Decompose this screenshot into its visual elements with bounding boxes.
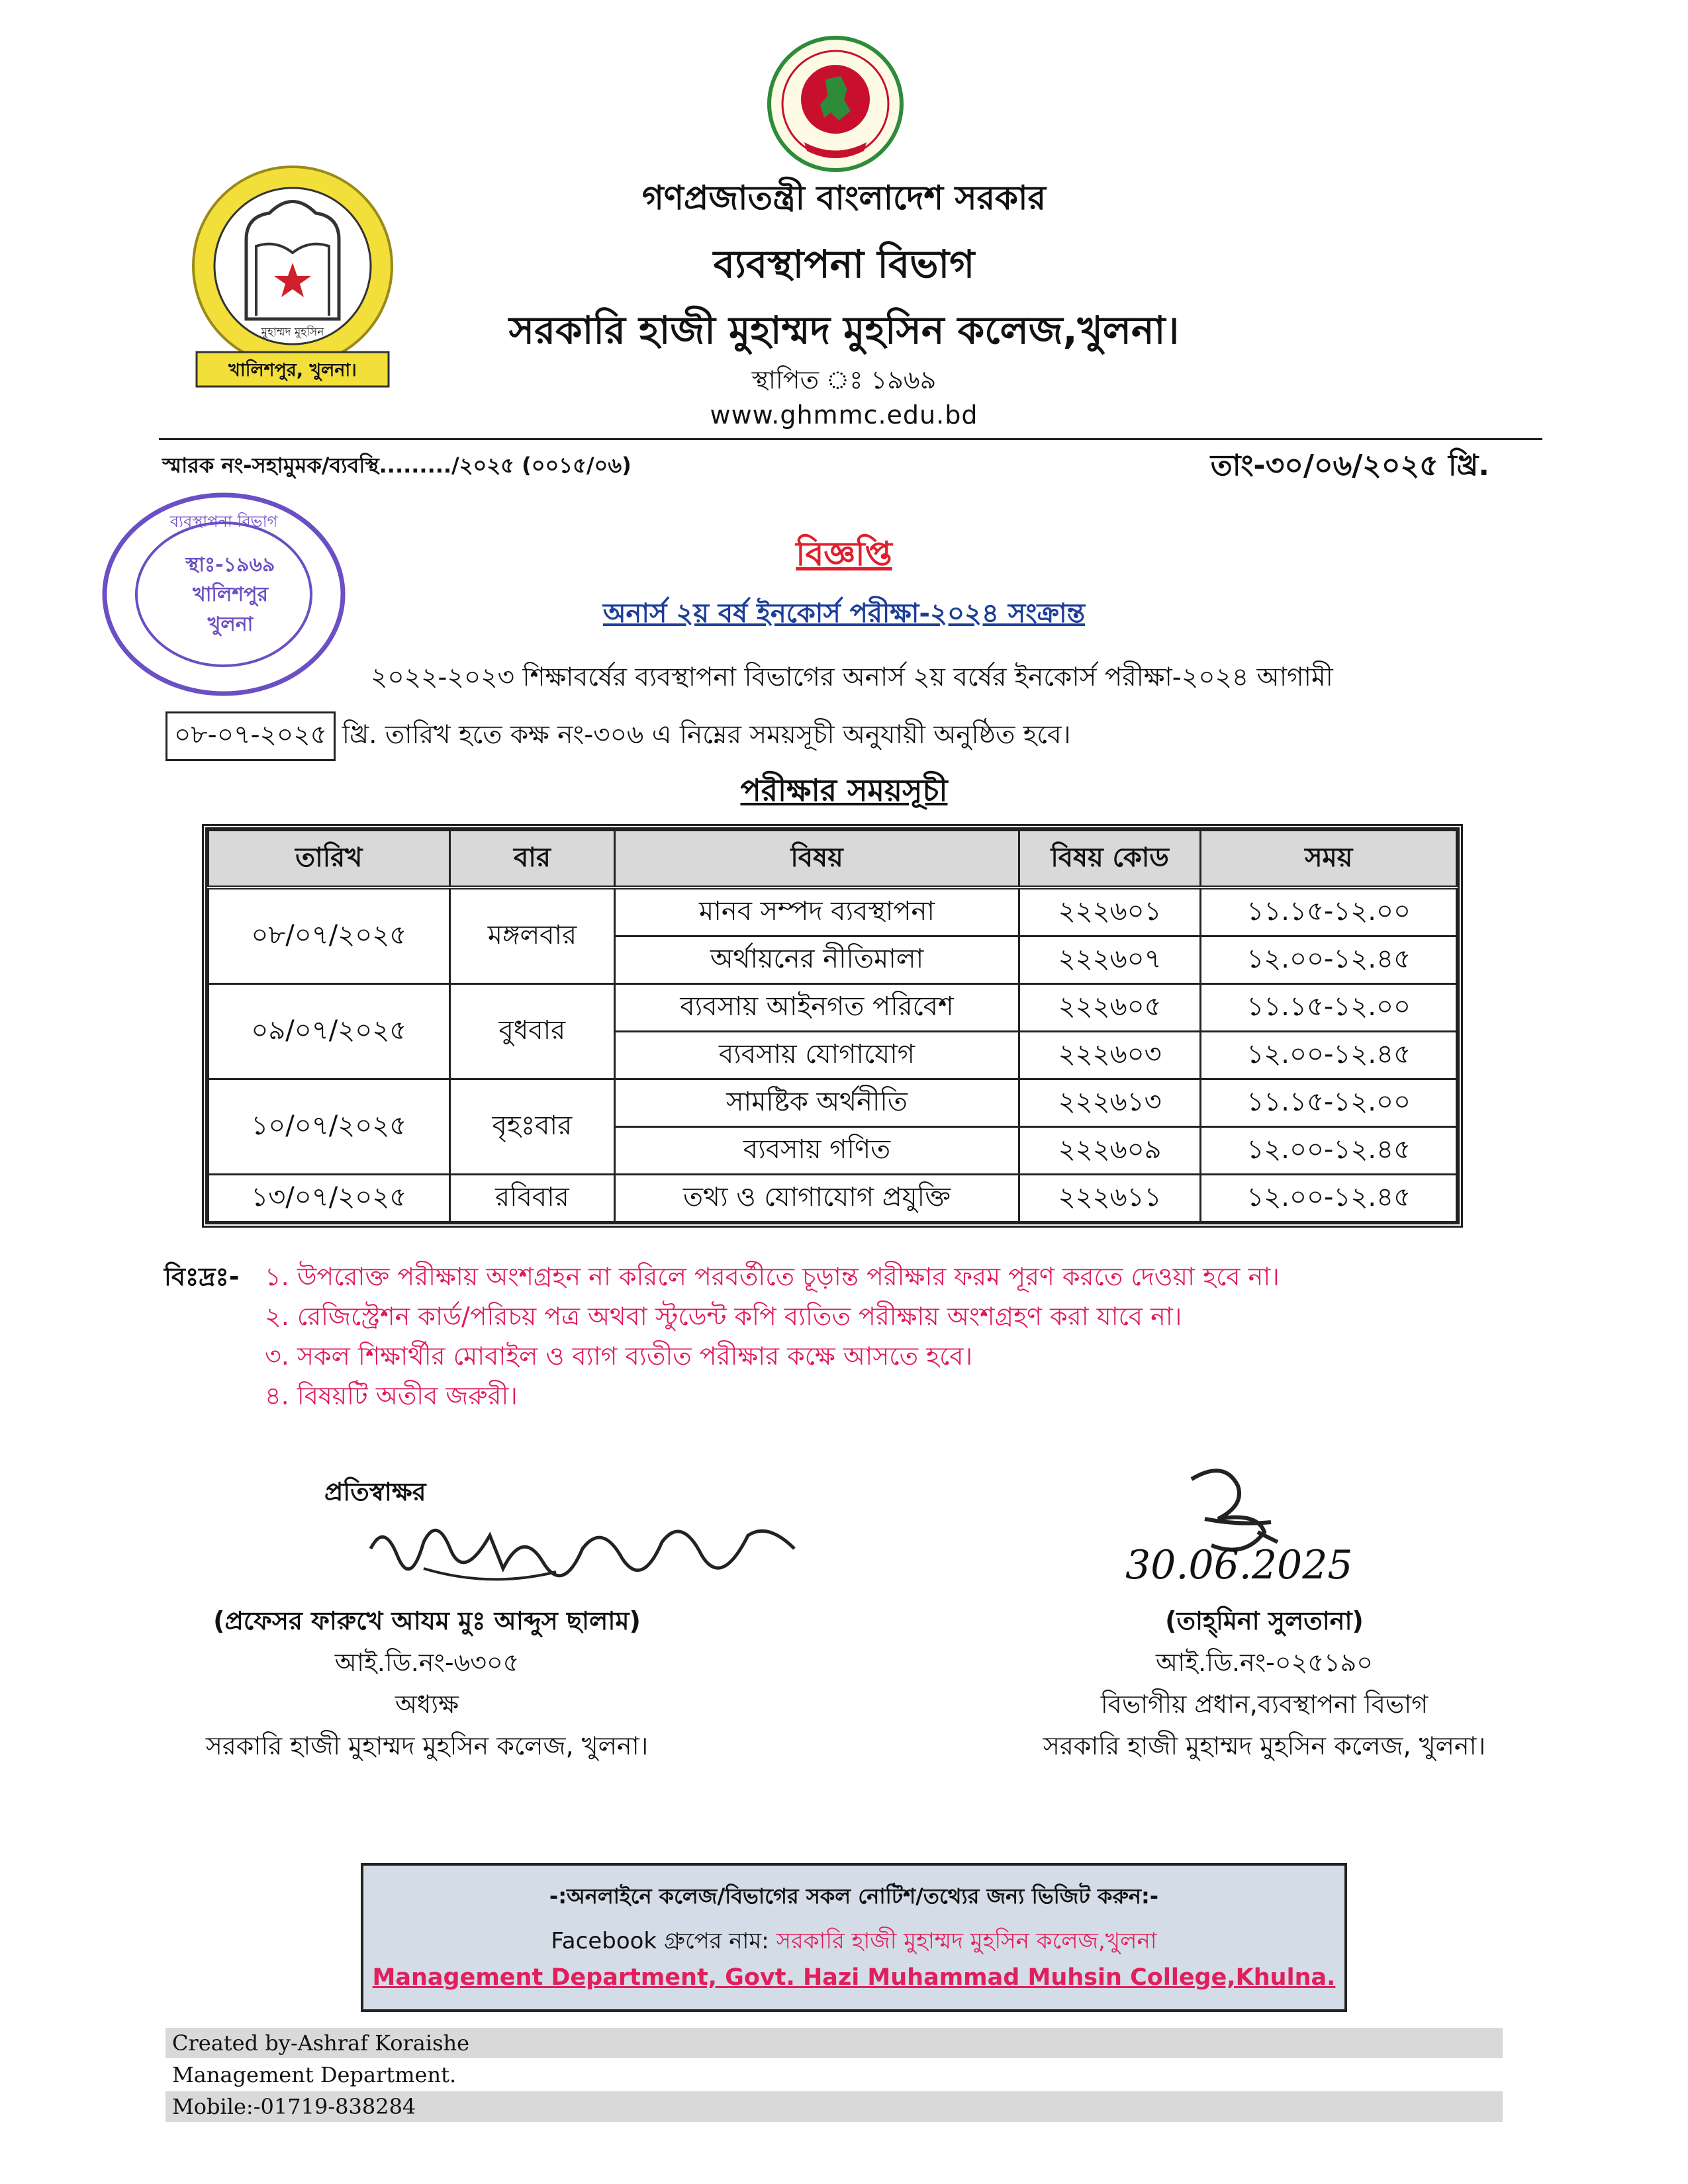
note-item: ২. রেজিস্ট্রেশন কার্ড/পরিচয় পত্র অথবা স্টুডেন্ট কপি ব্যতিত পরীক্ষায় অংশগ্রহণ করা যাবে না। xyxy=(265,1302,1182,1331)
stamp-line4: খুলনা xyxy=(207,613,254,636)
cell-time: ১১.১৫-১২.০০ xyxy=(1201,887,1457,936)
principal-org: সরকারি হাজী মুহাম্মদ মুহসিন কলেজ, খুলনা। xyxy=(205,1731,649,1760)
logo-location: খালিশপুর, খুলনা। xyxy=(228,360,357,381)
cell-code: ২২২৬০৩ xyxy=(1019,1032,1201,1079)
stamp-line1: ব্যবস্থাপনা বিভাগ xyxy=(169,512,278,531)
cell-code: ২২২৬০১ xyxy=(1019,887,1201,936)
college-title: সরকারি হাজী মুহাম্মদ মুহসিন কলেজ,খুলনা। xyxy=(508,308,1180,353)
government-title: গণপ্রজাতন্ত্রী বাংলাদেশ সরকার xyxy=(642,179,1046,217)
cell-subject: মানব সম্পদ ব্যবস্থাপনা xyxy=(615,887,1019,936)
footer-created-by: Created by-Ashraf Koraishe xyxy=(165,2028,1503,2058)
notice-paragraph-text: খ্রি. তারিখ হতে কক্ষ নং-৩০৬ এ নিম্নের সময়সূচী অনুযায়ী অনুষ্ঠিত হবে। xyxy=(342,720,1071,750)
stamp-line3: খালিশপুর xyxy=(193,583,268,606)
table-row xyxy=(209,1079,1457,1127)
established-year: স্থাপিত ঃ ১৯৬৯ xyxy=(751,365,937,394)
table-row xyxy=(209,887,1457,936)
principal-title: অধ্যক্ষ xyxy=(395,1690,459,1719)
footer-mobile: Mobile:-01719-838284 xyxy=(165,2091,1503,2122)
cell-subject: অর্থায়নের নীতিমালা xyxy=(615,936,1019,984)
department-title: ব্যবস্থাপনা বিভাগ xyxy=(713,242,975,287)
notice-title: বিজ্ঞপ্তি xyxy=(796,535,892,573)
cell-subject: তথ্য ও যোগাযোগ প্রযুক্তি xyxy=(615,1175,1019,1222)
cell-subject: সামষ্টিক অর্থনীতি xyxy=(615,1079,1019,1127)
table-row xyxy=(209,1175,1457,1222)
facebook-page-link[interactable]: Management Department, Govt. Hazi Muhammad Muhsin College,Khulna. xyxy=(372,1964,1336,1991)
header-date: তারিখ xyxy=(209,831,450,888)
note-item: ৪. বিষয়টি অতীব জরুরী। xyxy=(265,1381,518,1410)
footer-department: Management Department. xyxy=(172,2062,457,2087)
cell-time: ১২.০০-১২.৪৫ xyxy=(1201,1127,1457,1175)
facebook-group-name[interactable]: সরকারি হাজী মুহাম্মদ মুহসিন কলেজ,খুলনা xyxy=(776,1928,1157,1954)
cell-code: ২২২৬০৫ xyxy=(1019,984,1201,1032)
facebook-group-line xyxy=(361,1924,1347,1962)
start-date-box: ০৮-০৭-২০২৫ xyxy=(165,711,336,761)
header-time: সময় xyxy=(1201,831,1457,888)
cell-day: রবিবার xyxy=(449,1175,615,1222)
table-header-row xyxy=(209,831,1457,888)
header-divider xyxy=(159,438,1542,440)
cell-time: ১১.১৫-১২.০০ xyxy=(1201,1079,1457,1127)
notice-paragraph-line2 xyxy=(165,711,1071,761)
cell-time: ১২.০০-১২.৪৫ xyxy=(1201,1032,1457,1079)
cell-code: ২২২৬১৩ xyxy=(1019,1079,1201,1127)
cell-time: ১১.১৫-১২.০০ xyxy=(1201,984,1457,1032)
principal-id: আই.ডি.নং-৬৩০৫ xyxy=(334,1648,520,1677)
cell-code: ২২২৬০৯ xyxy=(1019,1127,1201,1175)
head-org: সরকারি হাজী মুহাম্মদ মুহসিন কলেজ, খুলনা। xyxy=(1043,1731,1486,1760)
government-seal-icon xyxy=(765,33,907,175)
stamp-line2: স্থাঃ-১৯৬৯ xyxy=(185,553,275,576)
notice-date: তাং-৩০/০৬/২০২৫ খ্রি. xyxy=(1210,449,1489,482)
table-row xyxy=(209,984,1457,1032)
schedule-title: পরীক্ষার সময়সূচী xyxy=(740,772,948,808)
header-day: বার xyxy=(449,831,615,888)
head-title: বিভাগীয় প্রধান,ব্যবস্থাপনা বিভাগ xyxy=(1100,1690,1429,1719)
note-item: ৩. সকল শিক্ষার্থীর মোবাইল ও ব্যাগ ব্যতীত পরীক্ষার কক্ষে আসতে হবে। xyxy=(265,1342,973,1371)
header-code: বিষয় কোড xyxy=(1019,831,1201,888)
cell-time: ১২.০০-১২.৪৫ xyxy=(1201,936,1457,984)
website-link[interactable]: www.ghmmc.edu.bd xyxy=(710,400,978,430)
handwritten-date: 30.06.2025 xyxy=(1125,1542,1353,1588)
notice-paragraph-line1: ২০২২-২০২৩ শিক্ষাবর্ষের ব্যবস্থাপনা বিভাগের অনার্স ২য় বর্ষের ইনকোর্স পরীক্ষা-২০২৪ আগামী xyxy=(371,662,1333,692)
info-heading: -:অনলাইনে কলেজ/বিভাগের সকল নোটিশ/তথ্যের জন্য ভিজিট করুন:- xyxy=(549,1884,1159,1909)
cell-date: ০৮/০৭/২০২৫ xyxy=(209,887,450,984)
memo-number: স্মারক নং-সহামুমক/ব্যবস্থি........./২০২৫ (০০১৫/০৬) xyxy=(162,453,632,478)
logo-name: মুহাম্মদ মুহসিন xyxy=(261,326,324,339)
cell-date: ১৩/০৭/২০২৫ xyxy=(209,1175,450,1222)
note-item: ১. উপরোক্ত পরীক্ষায় অংশগ্রহন না করিলে পরবর্তীতে চূড়ান্ত পরীক্ষার ফরম পূরণ করতে দেওয়া হবে না। xyxy=(265,1262,1280,1291)
cell-day: বৃহঃবার xyxy=(449,1079,615,1175)
cell-day: মঙ্গলবার xyxy=(449,887,615,984)
head-name: (তাহ্‌মিনা সুলতানা) xyxy=(1165,1606,1364,1635)
countersign-label: প্রতিস্বাক্ষর xyxy=(324,1477,426,1506)
cell-day: বুধবার xyxy=(449,984,615,1079)
cell-subject: ব্যবসায় যোগাযোগ xyxy=(615,1032,1019,1079)
header-subject: বিষয় xyxy=(615,831,1019,888)
notice-subject: অনার্স ২য় বর্ষ ইনকোর্স পরীক্ষা-২০২৪ সংক্রান্ত xyxy=(602,598,1086,629)
cell-date: ১০/০৭/২০২৫ xyxy=(209,1079,450,1175)
cell-code: ২২২৬১১ xyxy=(1019,1175,1201,1222)
notes-label: বিঃদ্রঃ- xyxy=(164,1262,240,1291)
facebook-label: Facebook গ্রুপের নাম: xyxy=(551,1928,769,1954)
cell-date: ০৯/০৭/২০২৫ xyxy=(209,984,450,1079)
cell-time: ১২.০০-১২.৪৫ xyxy=(1201,1175,1457,1222)
cell-code: ২২২৬০৭ xyxy=(1019,936,1201,984)
cell-subject: ব্যবসায় গণিত xyxy=(615,1127,1019,1175)
head-id: আই.ডি.নং-০২৫১৯০ xyxy=(1156,1648,1373,1677)
exam-schedule-table xyxy=(202,824,1463,1228)
cell-subject: ব্যবসায় আইনগত পরিবেশ xyxy=(615,984,1019,1032)
principal-name: (প্রফেসর ফারুখে আযম মুঃ আব্দুস ছালাম) xyxy=(213,1606,641,1635)
